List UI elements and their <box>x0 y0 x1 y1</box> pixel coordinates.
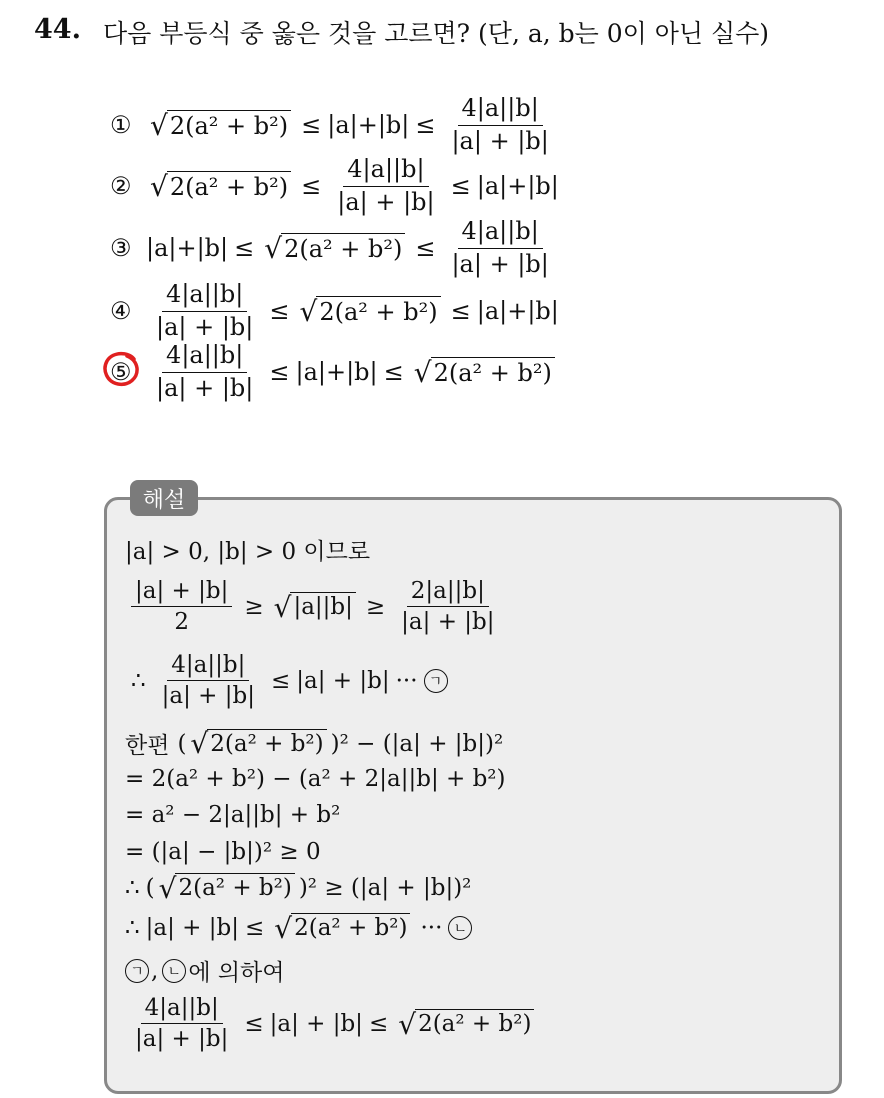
solution-line-b: = a² − 2|a||b| + b² <box>125 802 341 828</box>
option-4[interactable]: ④ $\frac{4|a||b|}{|a| + |b|}$ ≤ √ 2(a² + b²) ≤ |a|+|b| <box>110 279 559 341</box>
solution-line-final: $\frac{4|a||b|}{|a| + |b|}$ ≤ |a| + |b| ≤ √ 2(a² + b²) <box>125 995 538 1053</box>
geometric-mean: √ |a||b| <box>274 592 356 622</box>
solution-line-e: ∴ |a| + |b| ≤ √ 2(a² + b²) ··· ㄴ <box>125 913 472 943</box>
abs-sum: |a|+|b| <box>146 234 229 262</box>
arithmetic-mean: $\frac{|a| + |b|}{2}$ <box>131 578 232 636</box>
harmonic-fraction: $\frac{4|a||b|}{|a| + |b|}$ <box>156 279 254 341</box>
option-3[interactable]: ③ |a|+|b| ≤ √ 2(a² + b²) ≤ $\frac{4|a||b|}{|a| + |b|}$ <box>110 218 559 278</box>
option-mark: ② <box>110 172 132 200</box>
option-mark: ① <box>110 111 132 139</box>
option-5[interactable]: ⑤ $\frac{4|a||b|}{|a| + |b|}$ ≤ |a|+|b| ≤ √ 2(a² + b²) <box>110 342 559 402</box>
option-mark: ④ <box>110 297 132 325</box>
sqrt-expression: √ 2(a² + b²) <box>300 296 441 327</box>
solution-line-hanpyeon: 한편 ( √ 2(a² + b²) )² − (|a| + |b|)² <box>125 727 504 761</box>
solution-line-1: |a| > 0, |b| > 0 이므로 <box>125 539 371 565</box>
abs-sum: |a|+|b| <box>327 111 410 139</box>
option-mark: ③ <box>110 234 132 262</box>
abs-sum: |a|+|b| <box>476 172 559 200</box>
answer-circle-mark <box>101 349 141 389</box>
option-2[interactable]: ② √ 2(a² + b²) ≤ $\frac{4|a||b|}{|a| + |b|}$ ≤ |a|+|b| <box>110 154 559 216</box>
option-1[interactable]: ① √ 2(a² + b²) ≤ |a|+|b| ≤ $\frac{4|a||b|}{|a| + |b|}$ <box>110 95 559 155</box>
harmonic-mean: $\frac{2|a||b|}{|a| + |b|}$ <box>401 578 495 636</box>
sqrt-expression: √ 2(a² + b²) <box>150 171 291 202</box>
sqrt-expression: √ 2(a² + b²) <box>414 357 555 388</box>
label-g-mark: ㄱ <box>424 669 448 693</box>
label-n-mark: ㄴ <box>448 916 472 940</box>
solution-line-f: ㄱ , ㄴ 에 의하여 <box>125 954 285 987</box>
question-number: 44. <box>34 14 81 45</box>
harmonic-fraction: $\frac{4|a||b|}{|a| + |b|}$ <box>451 216 549 278</box>
harmonic-fraction: $\frac{4|a||b|}{|a| + |b|}$ <box>156 340 254 402</box>
solution-label: 해설 <box>130 480 198 516</box>
solution-line-amgm: $\frac{|a| + |b|}{2}$ ≥ √ |a||b| ≥ $\frac{2|a||b|}{|a| + |b|}$ <box>125 578 505 636</box>
harmonic-fraction: $\frac{4|a||b|}{|a| + |b|}$ <box>451 93 549 155</box>
harmonic-fraction: $\frac{4|a||b|}{|a| + |b|}$ <box>337 154 435 216</box>
solution-line-a: = 2(a² + b²) − (a² + 2|a||b| + b²) <box>125 766 506 792</box>
abs-sum: |a|+|b| <box>476 297 559 325</box>
sqrt-expression: √ 2(a² + b²) <box>150 110 291 141</box>
question-text: 다음 부등식 중 옳은 것을 고르면? (단, a, b는 0이 아닌 실수) <box>103 19 770 48</box>
solution-line-c: = (|a| − |b|)² ≥ 0 <box>125 839 321 865</box>
solution-line-therefore-1: ∴ $\frac{4|a||b|}{|a| + |b|}$ ≤ |a| + |b| ··· ㄱ <box>125 652 448 710</box>
option-mark: ⑤ <box>110 358 132 386</box>
sqrt-expression: √ 2(a² + b²) <box>264 233 405 264</box>
abs-sum: |a|+|b| <box>295 358 378 386</box>
solution-line-d: ∴ ( √ 2(a² + b²) )² ≥ (|a| + |b|)² <box>125 871 472 905</box>
